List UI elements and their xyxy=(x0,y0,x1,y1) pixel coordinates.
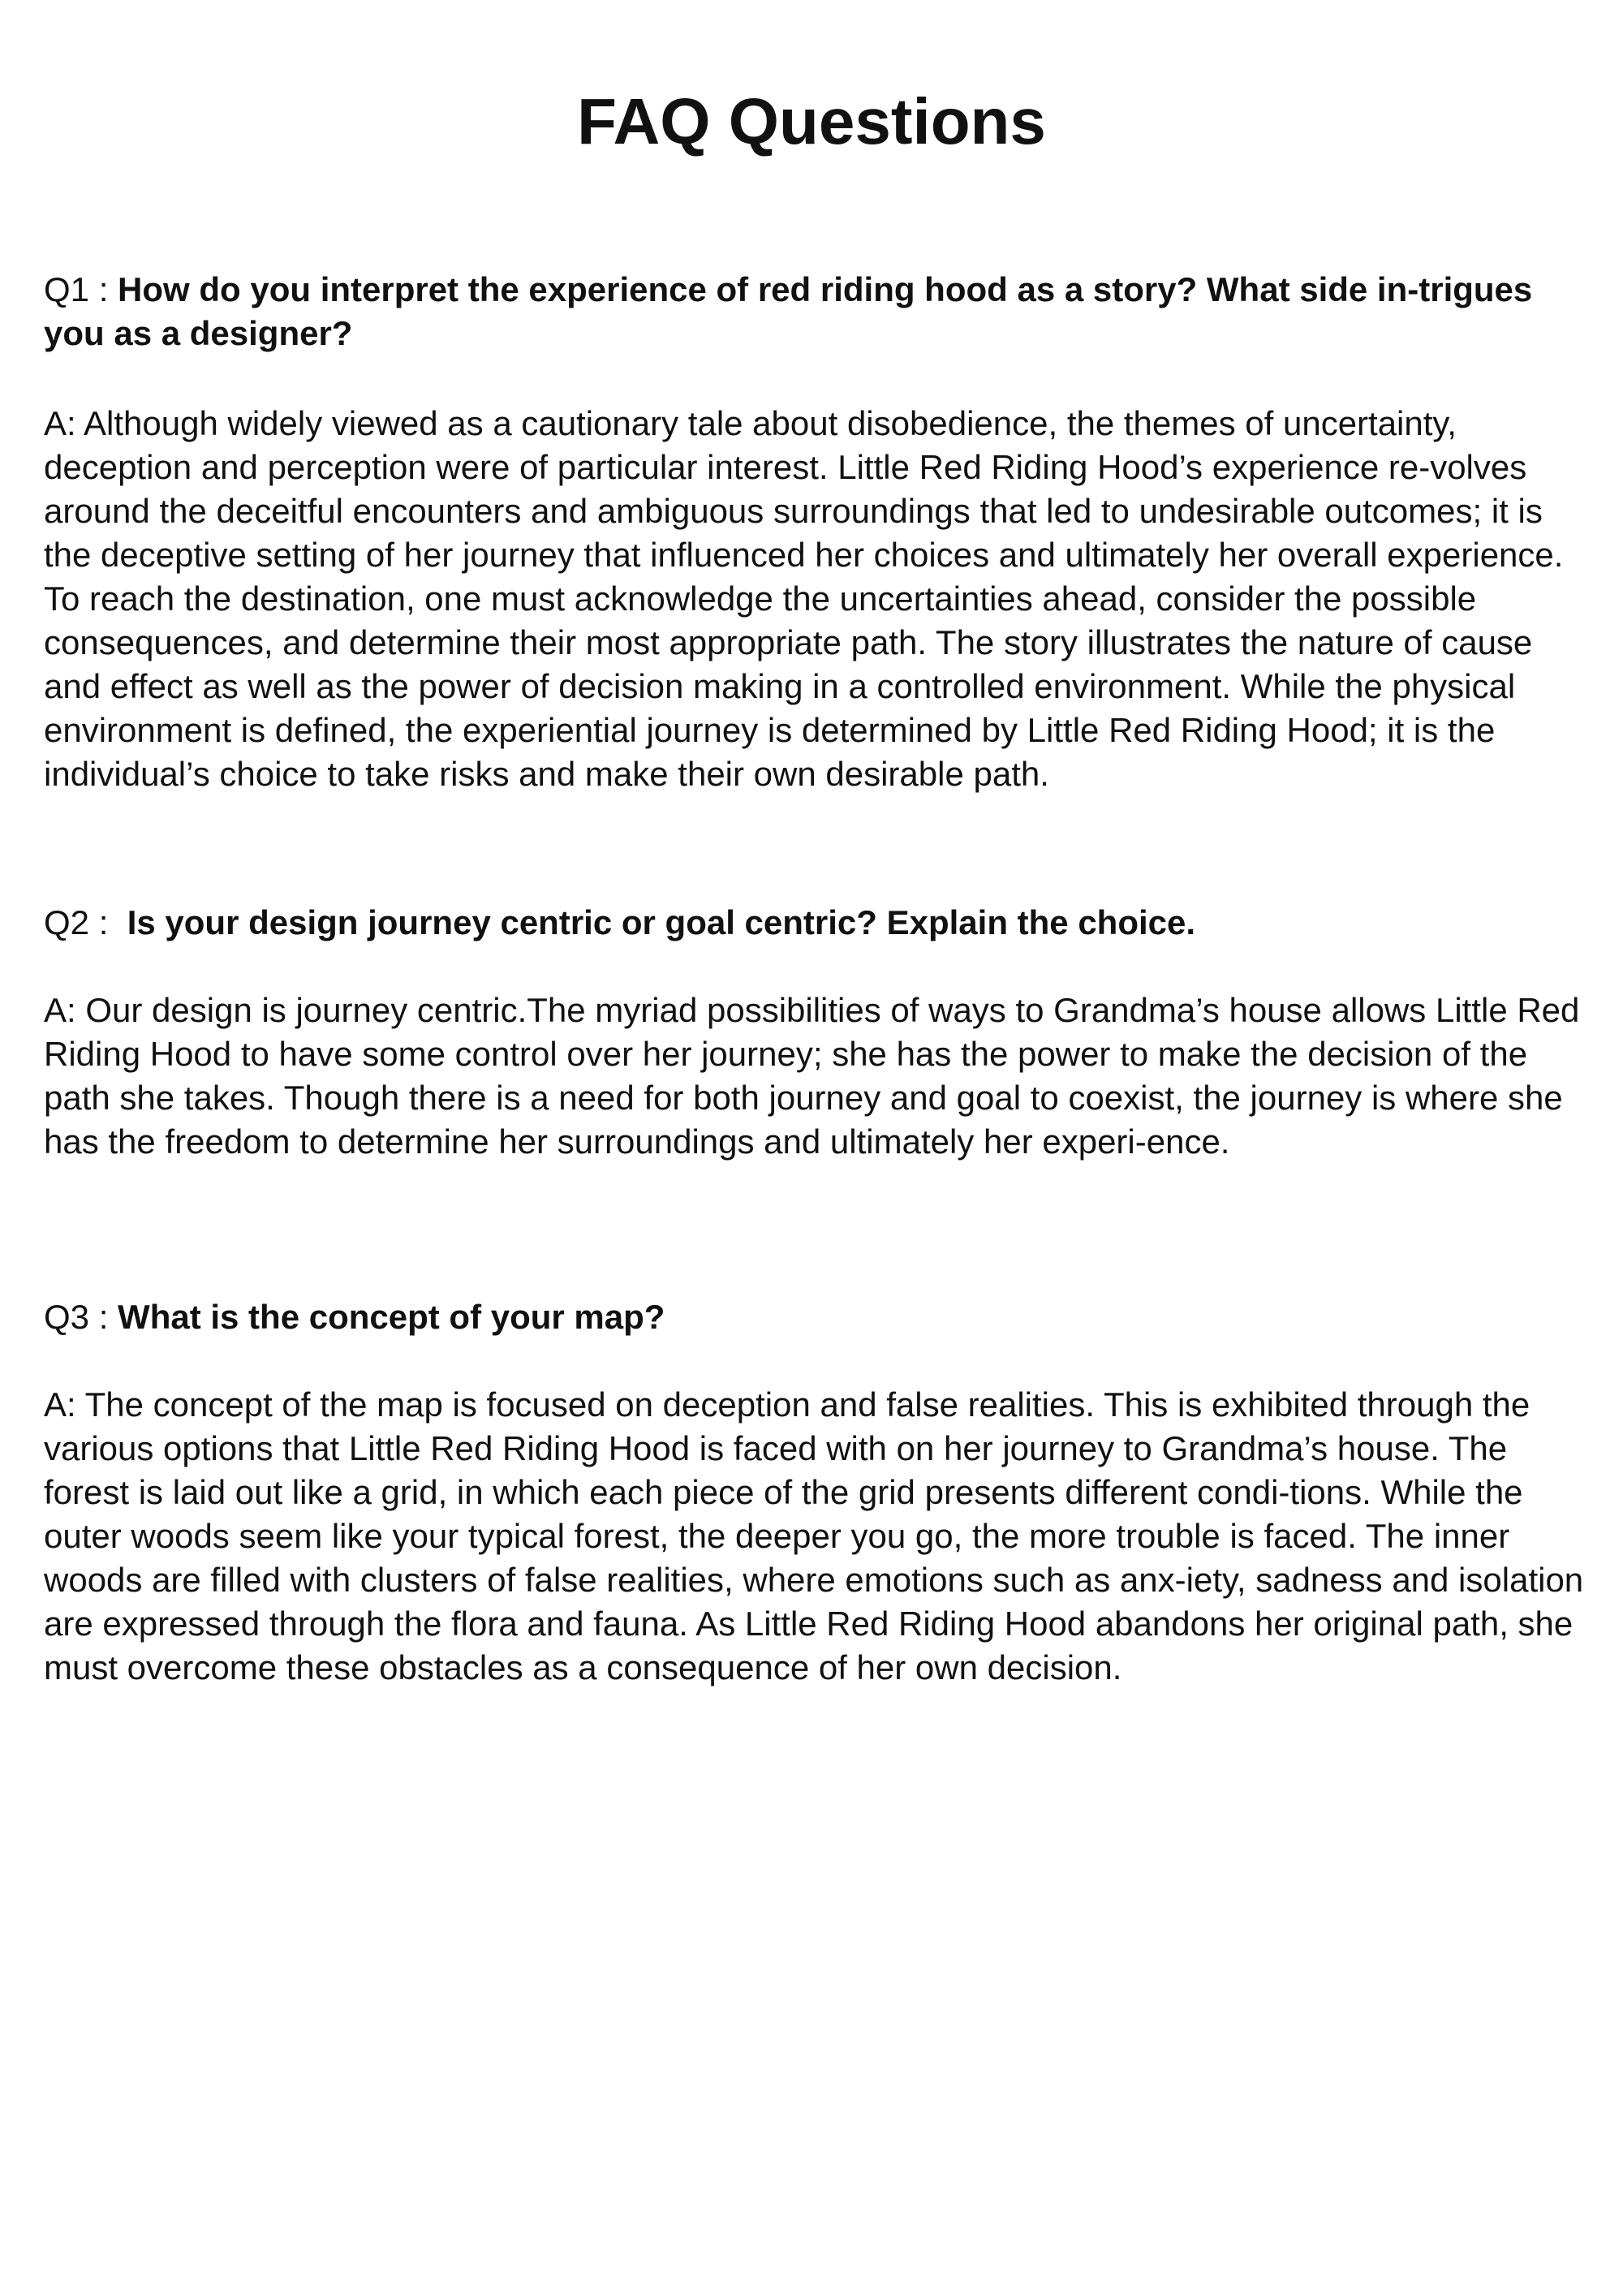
faq-answer-2 xyxy=(44,989,1586,1164)
question-label: Q2 : xyxy=(44,903,127,941)
faq-question-1 xyxy=(44,268,1586,355)
answer-text: A: Our design is journey centric.The myriad possibilities of ways to Grandma’s house allows Little Red Riding Hood to have some control over her journey; she has the power to make the decision of the path she takes. Though there is a need for both journey and goal to coexist, the journey is where she has the freedom to determine her surroundings and ultimately her experi-ence. xyxy=(44,991,1580,1161)
faq-question-3 xyxy=(44,1295,1586,1339)
faq-question-2 xyxy=(44,901,1586,945)
question-label: Q1 : xyxy=(44,270,118,308)
question-text: Is your design journey centric or goal centric? Explain the choice. xyxy=(127,903,1196,941)
question-text: How do you interpret the experience of red riding hood as a story? What side in-trigues you as a designer? xyxy=(44,270,1533,352)
page-title: FAQ Questions xyxy=(577,85,1046,157)
faq-answer-1 xyxy=(44,402,1586,796)
question-label: Q3 : xyxy=(44,1298,118,1336)
answer-text: A: The concept of the map is focused on deception and false realities. This is exhibited through the various options that Little Red Riding Hood is faced with on her journey to Grandma’s house. The forest is laid out like a grid, in which each piece of the grid presents different condi-tions. While the outer woods seem like your typical forest, the deeper you go, the more trouble is faced. The inner woods are filled with clusters of false realities, where emotions such as anx-iety, sadness and isolation are expressed through the flora and fauna. As Little Red Riding Hood abandons her original path, she must overcome these obstacles as a consequence of her own decision. xyxy=(44,1385,1584,1686)
answer-text: A: Although widely viewed as a cautionary tale about disobedience, the themes of uncertainty, deception and perception were of particular interest. Little Red Riding Hood’s experience re-volves around the deceitful encounters and ambiguous surroundings that led to undesirable outcomes; it is the deceptive setting of her journey that influenced her choices and ultimately her overall experience. To reach the destination, one must acknowledge the uncertainties ahead, consider the possible consequences, and determine their most appropriate path. The story illustrates the nature of cause and effect as well as the power of decision making in a controlled environment. While the physical environment is defined, the experiential journey is determined by Little Red Riding Hood; it is the individual’s choice to take risks and make their own desirable path. xyxy=(44,404,1564,793)
faq-answer-3 xyxy=(44,1383,1586,1690)
question-text: What is the concept of your map? xyxy=(118,1298,665,1336)
